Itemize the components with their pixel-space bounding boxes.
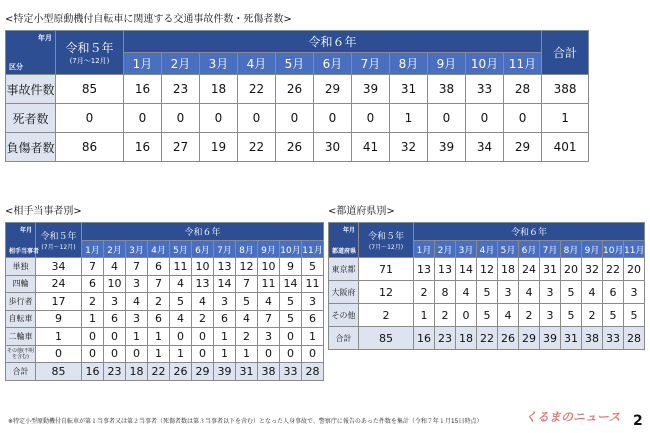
month-header: 6月 [192, 241, 214, 258]
month-header: 7月 [214, 241, 236, 258]
table-cell: 18 [498, 258, 519, 281]
month-header: 4月 [148, 241, 170, 258]
month-header: 7月 [540, 241, 561, 258]
row-label: 合計 [329, 327, 359, 350]
table-cell: 3 [498, 281, 519, 304]
table-cell: 10 [258, 258, 280, 276]
table-cell: 0 [200, 104, 238, 133]
table-cell: 13 [435, 258, 456, 281]
page-number: 2 [633, 413, 643, 429]
table-cell: 2 [519, 304, 540, 327]
table-row [6, 133, 589, 162]
month-header: 1月 [82, 241, 104, 258]
table-cell: 12 [359, 281, 414, 304]
month-header: 4月 [477, 241, 498, 258]
table-cell: 16 [414, 327, 435, 350]
table-corner: 年月 都道府県 [329, 223, 359, 258]
table-cell: 0 [82, 328, 104, 346]
month-header: 1月 [124, 53, 162, 75]
footnote: ※特定小型原動機付自転車が第１当事者又は第２当事者（死傷者数は第３当事者以下を含む）となった人身事故で、警察庁に報告のあった件数を集計（令和７年１月15日時点） [8, 418, 483, 425]
table-cell: 11 [170, 258, 192, 276]
month-header: 5月 [498, 241, 519, 258]
month-header: 10月 [603, 241, 624, 258]
table-cell: 0 [456, 304, 477, 327]
month-header: 9月 [582, 241, 603, 258]
table-cell: 1 [214, 345, 236, 363]
table-cell: 388 [542, 75, 589, 104]
reiwa5-header: 令和５年 (7月～12月) [56, 31, 124, 75]
table-cell: 0 [428, 104, 466, 133]
table-cell: 29 [519, 327, 540, 350]
table-cell: 0 [314, 104, 352, 133]
table-cell: 33 [280, 363, 302, 381]
table-cell: 1 [302, 328, 324, 346]
table-cell: 41 [352, 133, 390, 162]
table-cell: 23 [435, 327, 456, 350]
table-cell: 1 [82, 310, 104, 328]
table-cell: 4 [192, 293, 214, 311]
table-cell: 5 [236, 293, 258, 311]
table-cell: 0 [56, 104, 124, 133]
table-cell: 34 [466, 133, 504, 162]
table-cell: 1 [542, 104, 589, 133]
table-cell: 29 [314, 75, 352, 104]
table-cell: 5 [561, 281, 582, 304]
total-row [6, 363, 324, 381]
table-cell: 24 [36, 275, 82, 293]
table-cell: 86 [56, 133, 124, 162]
table-row [6, 258, 324, 276]
table-cell: 0 [162, 104, 200, 133]
table-cell: 38 [428, 75, 466, 104]
table-cell: 0 [302, 345, 324, 363]
table-cell: 0 [352, 104, 390, 133]
table-cell: 22 [603, 258, 624, 281]
table-row [329, 304, 645, 327]
month-header: 3月 [126, 241, 148, 258]
table-cell: 9 [280, 258, 302, 276]
table-cell: 5 [603, 304, 624, 327]
table-cell: 3 [214, 293, 236, 311]
table-cell: 0 [280, 328, 302, 346]
table-cell: 7 [148, 275, 170, 293]
table-cell: 5 [280, 293, 302, 311]
table-cell: 18 [200, 75, 238, 104]
table-cell: 8 [435, 281, 456, 304]
table-cell: 32 [390, 133, 428, 162]
table-cell: 0 [192, 328, 214, 346]
table-cell: 18 [456, 327, 477, 350]
table-cell: 0 [192, 345, 214, 363]
table-cell: 401 [542, 133, 589, 162]
table-cell: 23 [162, 75, 200, 104]
table-cell: 13 [192, 275, 214, 293]
table-cell: 7 [82, 258, 104, 276]
month-header: 3月 [200, 53, 238, 75]
table-cell: 28 [504, 75, 542, 104]
table-cell: 29 [504, 133, 542, 162]
table-cell: 6 [603, 281, 624, 304]
table-cell: 5 [280, 310, 302, 328]
table-cell: 1 [36, 328, 82, 346]
table-row [6, 75, 589, 104]
month-header: 5月 [170, 241, 192, 258]
month-header: 8月 [561, 241, 582, 258]
table-cell: 0 [36, 345, 82, 363]
table-cell: 31 [561, 327, 582, 350]
total-row [329, 327, 645, 350]
table-cell: 14 [280, 275, 302, 293]
table-cell: 20 [624, 258, 645, 281]
table-cell: 13 [214, 258, 236, 276]
table-cell: 1 [126, 328, 148, 346]
table-cell: 5 [477, 281, 498, 304]
row-label: その他(不明を含む) [6, 345, 36, 363]
total-header: 合計 [542, 31, 589, 75]
table-cell: 11 [302, 275, 324, 293]
table-cell: 2 [435, 304, 456, 327]
table-cell: 26 [498, 327, 519, 350]
month-header: 5月 [276, 53, 314, 75]
table-cell: 16 [82, 363, 104, 381]
table-cell: 4 [498, 304, 519, 327]
table-cell: 10 [192, 258, 214, 276]
month-header: 7月 [352, 53, 390, 75]
table-cell: 26 [170, 363, 192, 381]
row-label: 合計 [6, 363, 36, 381]
table-row [6, 310, 324, 328]
table-cell: 1 [414, 304, 435, 327]
table-cell: 0 [504, 104, 542, 133]
table-cell: 3 [126, 275, 148, 293]
table-cell: 39 [352, 75, 390, 104]
table-row [6, 328, 324, 346]
table-cell: 22 [477, 327, 498, 350]
site-logo: くるまのニュース [525, 410, 621, 424]
month-header: 8月 [236, 241, 258, 258]
table-cell: 4 [170, 275, 192, 293]
row-label: 歩行者 [6, 293, 36, 311]
table-cell: 5 [170, 293, 192, 311]
table-cell: 4 [456, 281, 477, 304]
table-cell: 3 [104, 293, 126, 311]
table-cell: 5 [561, 304, 582, 327]
table-cell: 26 [276, 133, 314, 162]
table-cell: 1 [170, 345, 192, 363]
table-cell: 4 [519, 281, 540, 304]
table-cell: 2 [414, 281, 435, 304]
table-cell: 0 [258, 345, 280, 363]
month-header: 10月 [280, 241, 302, 258]
table-cell: 0 [124, 104, 162, 133]
row-label: 単独 [6, 258, 36, 276]
table-cell: 31 [540, 258, 561, 281]
row-label: 死者数 [6, 104, 56, 133]
table-cell: 0 [104, 328, 126, 346]
table-cell: 6 [214, 310, 236, 328]
reiwa5-header: 令和５年 (7月～12月) [359, 223, 414, 258]
title-by-prefecture: <都道府県別> [328, 206, 395, 217]
month-header: 1月 [414, 241, 435, 258]
table-cell: 2 [582, 304, 603, 327]
table-cell: 12 [477, 258, 498, 281]
title-by-party: <相手当事者別> [5, 206, 82, 217]
month-header: 2月 [162, 53, 200, 75]
table-cell: 3 [540, 304, 561, 327]
table-cell: 2 [192, 310, 214, 328]
row-label: 四輪 [6, 275, 36, 293]
table-cell: 1 [390, 104, 428, 133]
table-cell: 6 [104, 310, 126, 328]
table-cell: 38 [582, 327, 603, 350]
table-cell: 85 [36, 363, 82, 381]
table-cell: 4 [126, 293, 148, 311]
table-cell: 2 [236, 328, 258, 346]
table-cell: 17 [36, 293, 82, 311]
table-cell: 3 [624, 281, 645, 304]
table-cell: 4 [236, 310, 258, 328]
month-header: 10月 [466, 53, 504, 75]
table-cell: 0 [126, 345, 148, 363]
table-cell: 14 [214, 275, 236, 293]
table-corner: 年月 相手当事者 [6, 223, 36, 258]
table-cell: 11 [258, 275, 280, 293]
month-header: 2月 [104, 241, 126, 258]
table-cell: 39 [428, 133, 466, 162]
table-cell: 32 [582, 258, 603, 281]
table-cell: 4 [170, 310, 192, 328]
table-cell: 9 [36, 310, 82, 328]
table-cell: 5 [302, 258, 324, 276]
table-cell: 1 [214, 328, 236, 346]
reiwa5-header: 令和５年 (7月～12月) [36, 223, 82, 258]
table-cell: 3 [540, 281, 561, 304]
table-cell: 2 [359, 304, 414, 327]
month-header: 6月 [519, 241, 540, 258]
accidents-table [5, 30, 589, 162]
table-cell: 23 [104, 363, 126, 381]
table-cell: 22 [148, 363, 170, 381]
table-cell: 31 [390, 75, 428, 104]
row-label: 二輪車 [6, 328, 36, 346]
table-cell: 20 [561, 258, 582, 281]
table-cell: 6 [82, 275, 104, 293]
table-cell: 4 [258, 293, 280, 311]
table-row [6, 345, 324, 363]
table-cell: 34 [36, 258, 82, 276]
month-header: 6月 [314, 53, 352, 75]
reiwa6-header: 令和６年 [82, 223, 324, 241]
table-cell: 4 [582, 281, 603, 304]
table-cell: 3 [302, 293, 324, 311]
table-cell: 13 [414, 258, 435, 281]
table-cell: 0 [104, 345, 126, 363]
table-cell: 3 [126, 310, 148, 328]
table-cell: 14 [456, 258, 477, 281]
table-cell: 1 [236, 345, 258, 363]
table-cell: 0 [280, 345, 302, 363]
row-label: その他 [329, 304, 359, 327]
by-prefecture-table [328, 222, 645, 350]
table-cell: 33 [466, 75, 504, 104]
table-cell: 4 [104, 258, 126, 276]
row-label: 大阪府 [329, 281, 359, 304]
month-header: 8月 [390, 53, 428, 75]
month-header: 11月 [624, 241, 645, 258]
row-label: 自転車 [6, 310, 36, 328]
table-cell: 0 [170, 328, 192, 346]
table-cell: 22 [238, 75, 276, 104]
table-cell: 85 [359, 327, 414, 350]
table-cell: 39 [214, 363, 236, 381]
title-accidents: <特定小型原動機付自転車に関連する交通事故件数・死傷者数> [5, 14, 292, 25]
table-cell: 24 [519, 258, 540, 281]
table-cell: 30 [314, 133, 352, 162]
table-cell: 0 [466, 104, 504, 133]
table-cell: 6 [302, 310, 324, 328]
table-cell: 2 [148, 293, 170, 311]
month-header: 2月 [435, 241, 456, 258]
month-header: 9月 [428, 53, 466, 75]
table-corner: 年月 区分 [6, 31, 56, 75]
reiwa6-header: 令和６年 [414, 223, 645, 241]
by-party-table [5, 222, 324, 381]
table-cell: 0 [276, 104, 314, 133]
table-cell: 39 [540, 327, 561, 350]
table-cell: 7 [126, 258, 148, 276]
table-cell: 27 [162, 133, 200, 162]
month-header: 3月 [456, 241, 477, 258]
table-cell: 28 [302, 363, 324, 381]
table-row [6, 275, 324, 293]
table-cell: 85 [56, 75, 124, 104]
table-cell: 16 [124, 133, 162, 162]
table-cell: 5 [477, 304, 498, 327]
month-header: 11月 [302, 241, 324, 258]
table-cell: 38 [258, 363, 280, 381]
month-header: 11月 [504, 53, 542, 75]
table-cell: 5 [624, 304, 645, 327]
table-row [6, 293, 324, 311]
table-cell: 29 [192, 363, 214, 381]
reiwa6-header: 令和６年 [124, 31, 542, 53]
table-cell: 16 [124, 75, 162, 104]
table-cell: 0 [82, 345, 104, 363]
table-cell: 7 [236, 275, 258, 293]
table-cell: 33 [603, 327, 624, 350]
table-cell: 1 [148, 328, 170, 346]
table-cell: 18 [126, 363, 148, 381]
table-row [6, 104, 589, 133]
table-row [329, 281, 645, 304]
table-cell: 71 [359, 258, 414, 281]
table-cell: 31 [236, 363, 258, 381]
table-cell: 2 [82, 293, 104, 311]
table-cell: 1 [148, 345, 170, 363]
row-label: 事故件数 [6, 75, 56, 104]
table-cell: 10 [104, 275, 126, 293]
table-cell: 28 [624, 327, 645, 350]
table-cell: 6 [148, 258, 170, 276]
row-label: 負傷者数 [6, 133, 56, 162]
row-label: 東京都 [329, 258, 359, 281]
table-cell: 7 [258, 310, 280, 328]
table-cell: 3 [258, 328, 280, 346]
table-cell: 26 [276, 75, 314, 104]
table-row [329, 258, 645, 281]
table-cell: 12 [236, 258, 258, 276]
table-cell: 22 [238, 133, 276, 162]
table-cell: 0 [238, 104, 276, 133]
table-cell: 19 [200, 133, 238, 162]
month-header: 9月 [258, 241, 280, 258]
table-cell: 6 [148, 310, 170, 328]
month-header: 4月 [238, 53, 276, 75]
